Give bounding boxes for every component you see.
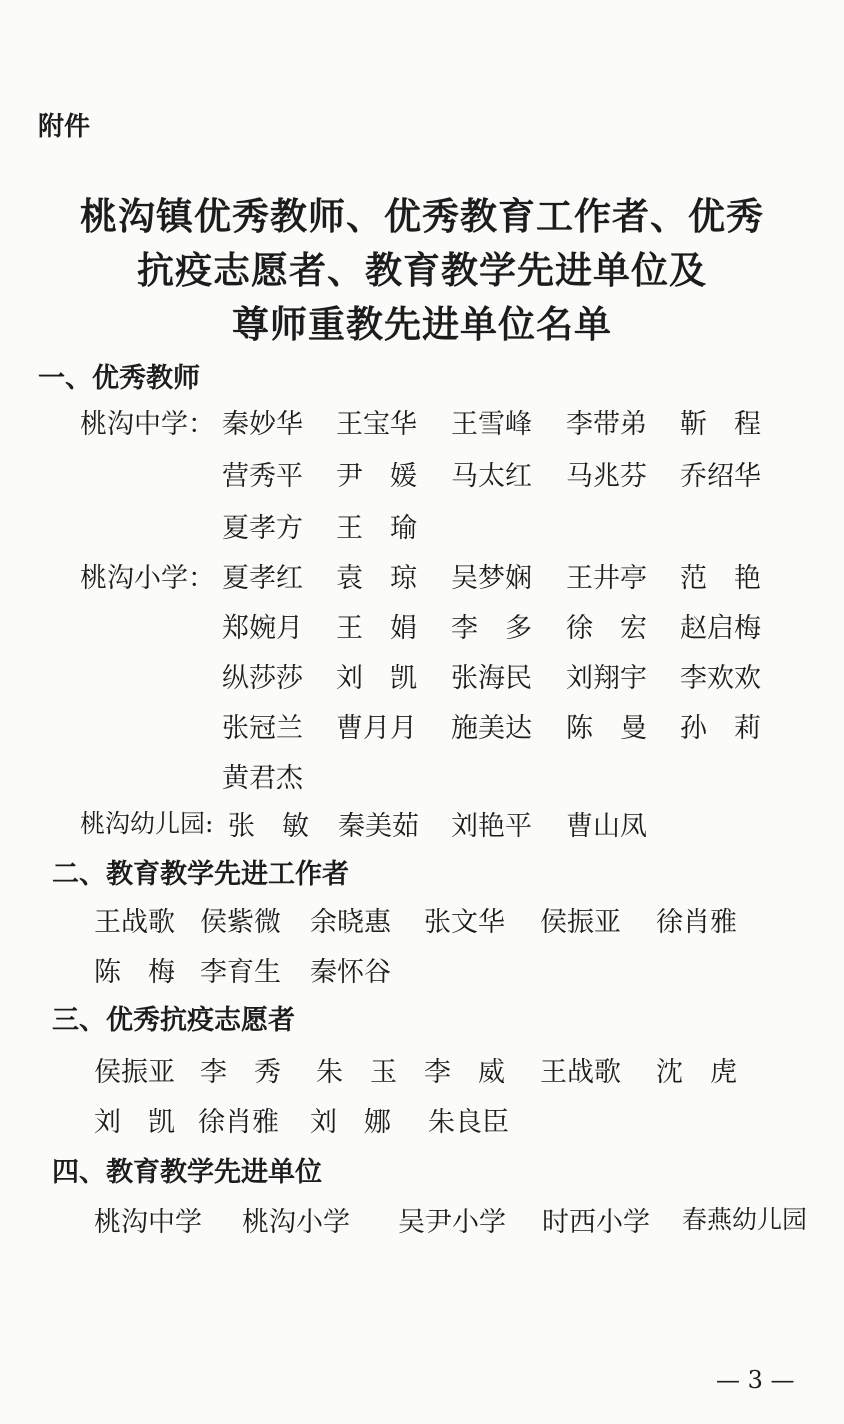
unit-name: 时西小学 bbox=[542, 1207, 650, 1238]
teacher-name: 纵莎莎 bbox=[222, 663, 303, 694]
teacher-name: 王井亭 bbox=[566, 563, 647, 594]
teacher-name: 刘 凯 bbox=[336, 663, 417, 694]
worker-name: 侯振亚 bbox=[540, 907, 621, 938]
worker-name: 张文华 bbox=[424, 907, 505, 938]
volunteer-name: 徐肖雅 bbox=[198, 1107, 279, 1138]
teacher-name: 刘翔宇 bbox=[566, 663, 647, 694]
teacher-name: 王 瑜 bbox=[336, 513, 417, 544]
teacher-name: 曹山凤 bbox=[566, 811, 647, 842]
worker-name: 秦怀谷 bbox=[310, 957, 391, 988]
teacher-name: 郑婉月 bbox=[222, 613, 303, 644]
group-label-taogou-kindergarten: 桃沟幼儿园: bbox=[80, 809, 214, 838]
teacher-name: 王 娟 bbox=[336, 613, 417, 644]
teacher-name: 马太红 bbox=[451, 461, 532, 492]
teacher-name: 吴梦娴 bbox=[451, 563, 532, 594]
teacher-name: 秦美茹 bbox=[338, 811, 419, 842]
page-number: — 3 — bbox=[716, 1366, 795, 1394]
teacher-name: 李 多 bbox=[451, 613, 532, 644]
volunteer-name: 沈 虎 bbox=[656, 1057, 737, 1088]
teacher-name: 范 艳 bbox=[680, 563, 761, 594]
volunteer-name: 朱良臣 bbox=[428, 1107, 509, 1138]
teacher-name: 李欢欢 bbox=[680, 663, 761, 694]
teacher-name: 赵启梅 bbox=[680, 613, 761, 644]
group-label-taogou-primary: 桃沟小学： bbox=[80, 563, 215, 594]
worker-name: 侯紫微 bbox=[200, 907, 281, 938]
teacher-name: 袁 琼 bbox=[336, 563, 417, 594]
volunteer-name: 侯振亚 bbox=[94, 1057, 175, 1088]
teacher-name: 夏孝方 bbox=[222, 513, 303, 544]
teacher-name: 施美达 bbox=[451, 713, 532, 744]
teacher-name: 黄君杰 bbox=[222, 763, 303, 794]
volunteer-name: 李 秀 bbox=[200, 1057, 281, 1088]
teacher-name: 张海民 bbox=[451, 663, 532, 694]
volunteer-name: 朱 玉 bbox=[316, 1057, 397, 1088]
volunteer-name: 刘 娜 bbox=[310, 1107, 391, 1138]
group-label-taogou-middle: 桃沟中学： bbox=[80, 409, 215, 440]
title-line-1: 桃沟镇优秀教师、优秀教育工作者、优秀 bbox=[80, 195, 764, 238]
title-line-3: 尊师重教先进单位名单 bbox=[232, 303, 612, 346]
worker-name: 王战歌 bbox=[94, 907, 175, 938]
title-line-2: 抗疫志愿者、教育教学先进单位及 bbox=[137, 249, 707, 292]
volunteer-name: 李 威 bbox=[424, 1057, 505, 1088]
teacher-name: 张 敏 bbox=[228, 811, 309, 842]
section-heading-4: 四、教育教学先进单位 bbox=[52, 1157, 322, 1188]
teacher-name: 陈 曼 bbox=[566, 713, 647, 744]
teacher-name: 秦妙华 bbox=[222, 409, 303, 440]
worker-name: 余晓惠 bbox=[310, 907, 391, 938]
teacher-name: 夏孝红 bbox=[222, 563, 303, 594]
teacher-name: 曹月月 bbox=[336, 713, 417, 744]
unit-name: 桃沟小学 bbox=[242, 1207, 350, 1238]
unit-name: 春燕幼儿园 bbox=[682, 1205, 808, 1234]
volunteer-name: 刘 凯 bbox=[94, 1107, 175, 1138]
teacher-name: 王宝华 bbox=[336, 409, 417, 440]
section-heading-2: 二、教育教学先进工作者 bbox=[52, 859, 349, 890]
worker-name: 徐肖雅 bbox=[656, 907, 737, 938]
teacher-name: 靳 程 bbox=[680, 409, 761, 440]
section-heading-1: 一、优秀教师 bbox=[38, 363, 200, 394]
teacher-name: 王雪峰 bbox=[451, 409, 532, 440]
teacher-name: 孙 莉 bbox=[680, 713, 761, 744]
volunteer-name: 王战歌 bbox=[540, 1057, 621, 1088]
unit-name: 桃沟中学 bbox=[94, 1207, 202, 1238]
worker-name: 陈 梅 bbox=[94, 957, 175, 988]
teacher-name: 张冠兰 bbox=[222, 713, 303, 744]
teacher-name: 李带弟 bbox=[566, 409, 647, 440]
teacher-name: 马兆芬 bbox=[566, 461, 647, 492]
attachment-label: 附件 bbox=[38, 112, 91, 142]
teacher-name: 乔绍华 bbox=[680, 461, 761, 492]
unit-name: 吴尹小学 bbox=[398, 1207, 506, 1238]
worker-name: 李育生 bbox=[200, 957, 281, 988]
teacher-name: 刘艳平 bbox=[451, 811, 532, 842]
teacher-name: 营秀平 bbox=[222, 461, 303, 492]
teacher-name: 尹 媛 bbox=[336, 461, 417, 492]
teacher-name: 徐 宏 bbox=[566, 613, 647, 644]
section-heading-3: 三、优秀抗疫志愿者 bbox=[52, 1005, 295, 1036]
